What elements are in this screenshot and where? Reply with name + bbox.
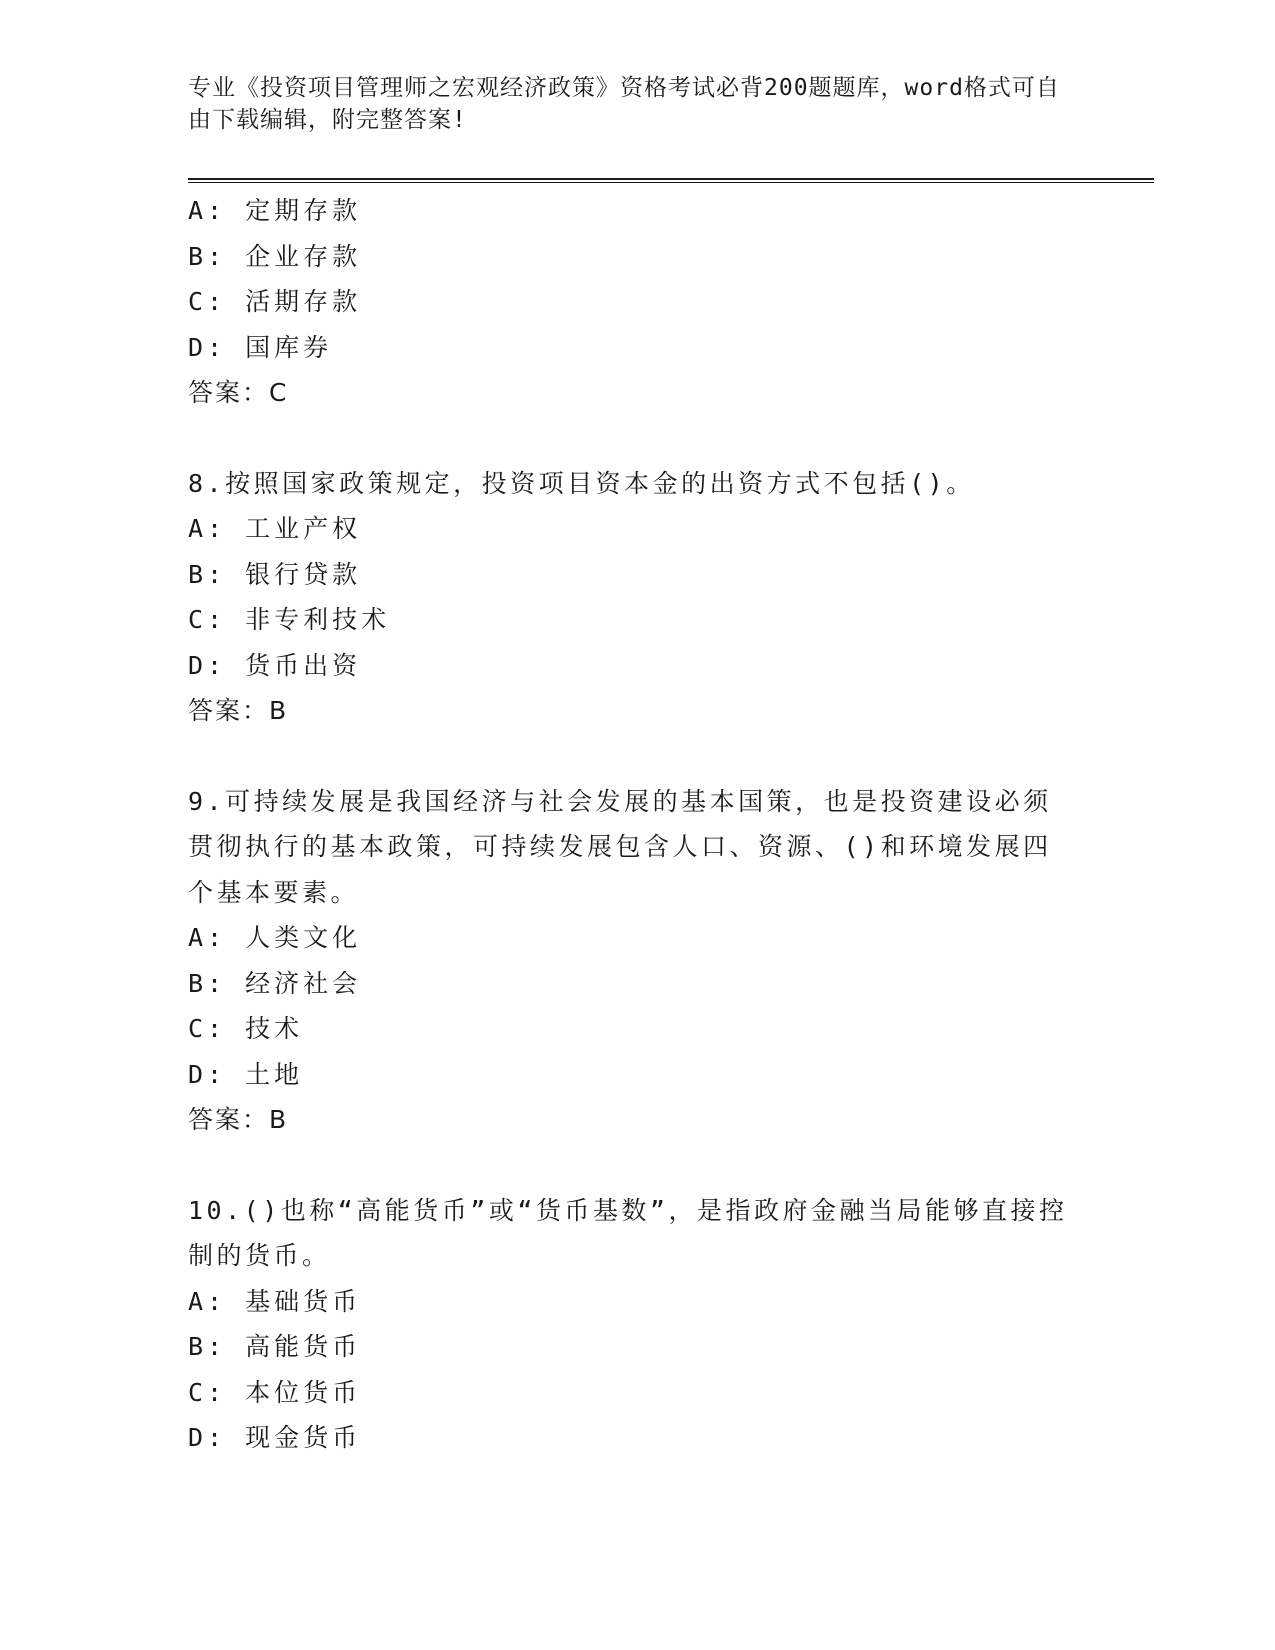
option-c: C: 技术 — [188, 1014, 304, 1043]
header-divider — [188, 178, 1154, 183]
option-d: D: 土地 — [188, 1059, 304, 1089]
option-a: A: 基础货币 — [188, 1286, 362, 1316]
spacer — [188, 1143, 1088, 1188]
option-a: A: 定期存款 — [188, 196, 362, 225]
answer: 答案：B — [188, 696, 289, 725]
option-d: D: 国库券 — [188, 332, 333, 362]
question-9 — [188, 779, 1088, 1143]
option-d: D: 现金货币 — [188, 1423, 362, 1452]
spacer — [188, 416, 1088, 461]
option-c: C: 非专利技术 — [188, 605, 391, 634]
question-list — [188, 188, 1088, 1461]
answer: 答案：C — [188, 378, 289, 407]
option-a: A: 人类文化 — [188, 923, 362, 952]
question-text: 8.按照国家政策规定，投资项目资本金的出资方式不包括()。 — [188, 468, 975, 498]
option-a: A: 工业产权 — [188, 514, 362, 543]
question-10 — [188, 1188, 1088, 1461]
question-7-options — [188, 188, 1088, 416]
option-b: B: 高能货币 — [188, 1332, 362, 1361]
answer: 答案：B — [188, 1105, 289, 1134]
option-b: B: 银行贷款 — [188, 559, 362, 589]
document-header: 专业《投资项目管理师之宏观经济政策》资格考试必背200题题库，word格式可自由下载编辑，附完整答案! — [188, 75, 1060, 133]
spacer — [188, 734, 1088, 779]
option-b: B: 经济社会 — [188, 968, 362, 998]
option-c: C: 活期存款 — [188, 287, 362, 316]
option-d: D: 货币出资 — [188, 650, 362, 680]
question-text: 9.可持续发展是我国经济与社会发展的基本国策，也是投资建设必须贯彻执行的基本政策，可持续发展包含人口、资源、()和环境发展四个基本要素。 — [188, 786, 1052, 907]
option-c: C: 本位货币 — [188, 1377, 362, 1407]
option-b: B: 企业存款 — [188, 241, 362, 271]
question-8 — [188, 461, 1088, 734]
question-text: 10.()也称“高能货币”或“货币基数”，是指政府金融当局能够直接控制的货币。 — [188, 1195, 1068, 1270]
